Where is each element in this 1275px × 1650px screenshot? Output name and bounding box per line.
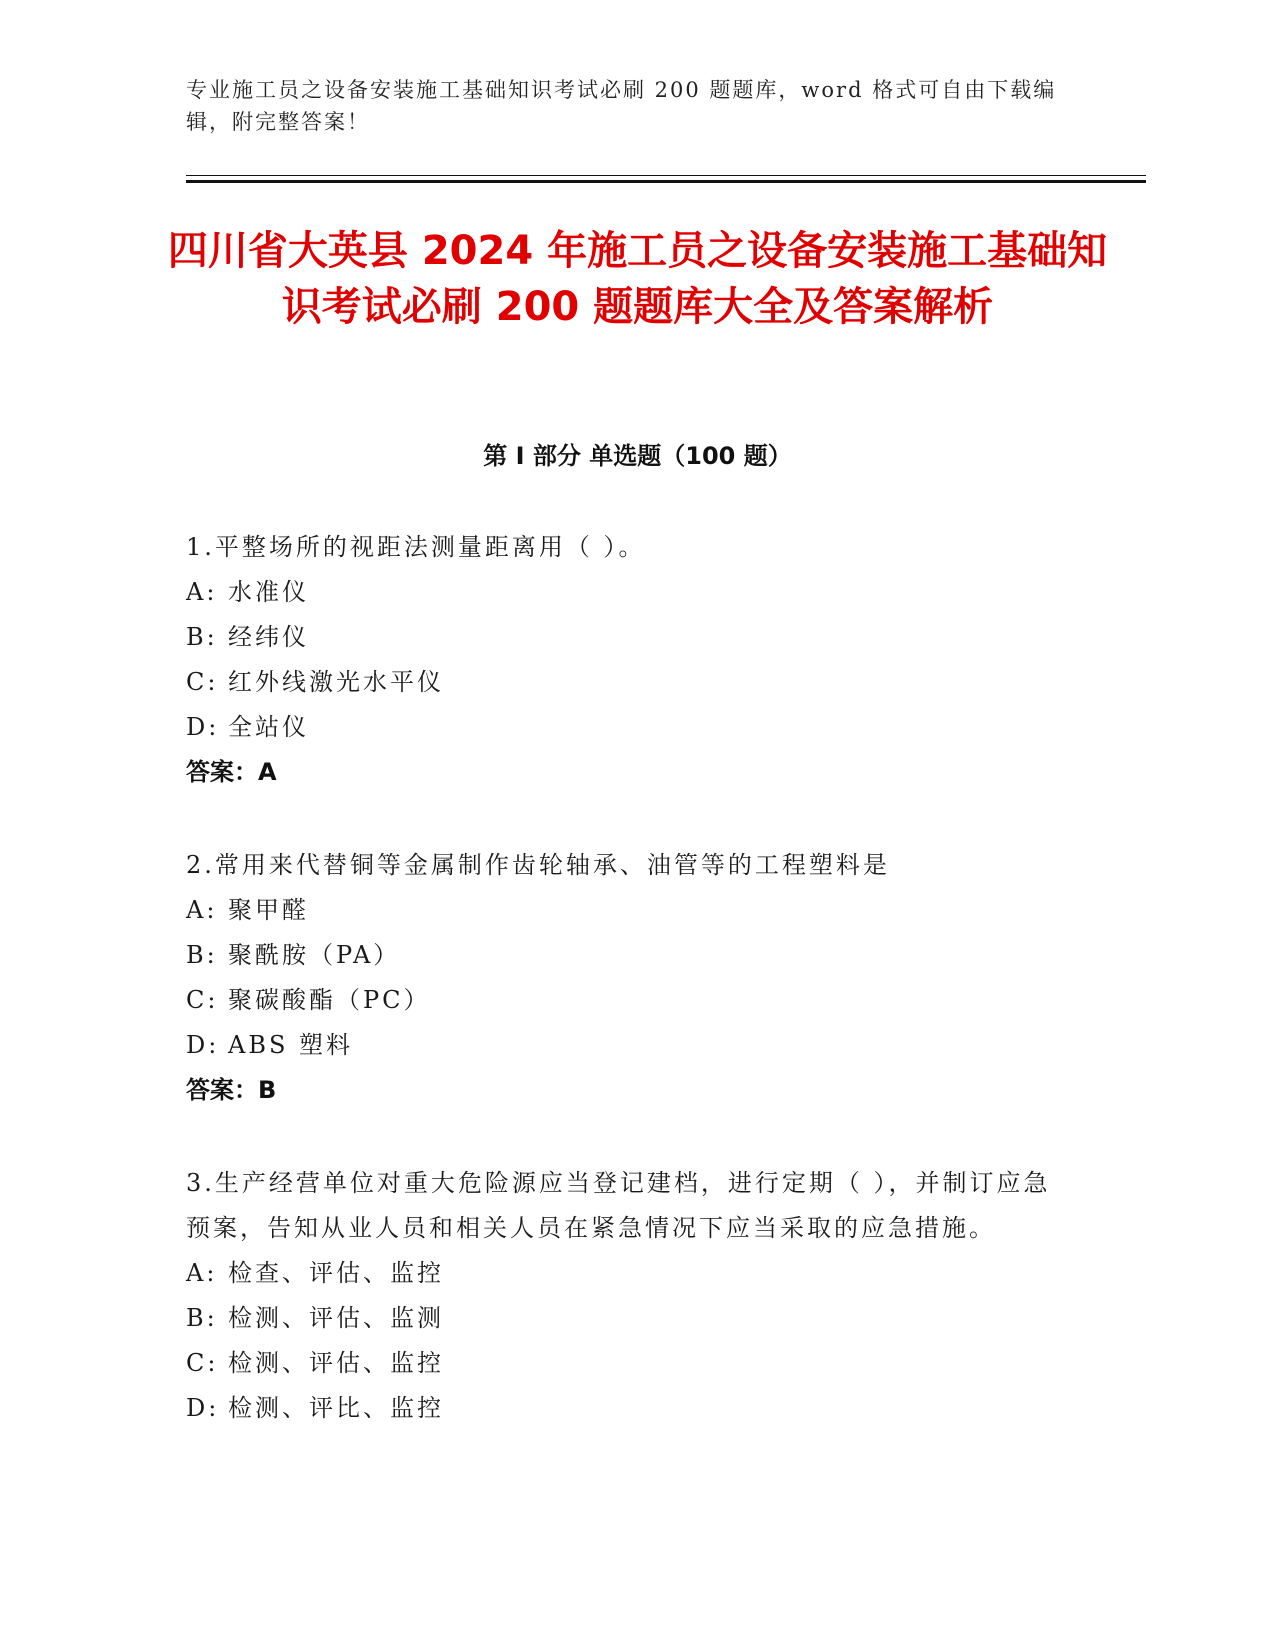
section-title: 第 I 部分 单选题（100 题） [483,442,792,470]
option-text: 检测、评比、监控 [228,1394,444,1422]
question-stem: 3.生产经营单位对重大危险源应当登记建档，进行定期（ ），并制订应急预案，告知从业人员和相关人员在紧急情况下应当采取的应急措施。 [186,1169,1051,1242]
question-stem: 1.平整场所的视距法测量距离用（ ）。 [186,533,646,561]
document-title: 四川省大英县 2024 年施工员之设备安装施工基础知识考试必刷 200 题题库大全及答案解析 [167,228,1108,330]
option-d [186,1023,1076,1068]
option-d [186,1386,1076,1431]
option-b [186,1296,1076,1341]
option-a [186,570,1076,615]
header-note: 专业施工员之设备安装施工基础知识考试必刷 200 题题库，word 格式可自由下载编辑，附完整答案！ [186,78,1057,134]
option-text: 水准仪 [228,578,309,606]
option-text: 检测、评估、监控 [228,1349,444,1377]
question-1 [186,525,1076,795]
option-letter: B: [186,1304,218,1332]
header-divider-thick [186,180,1146,183]
option-letter: D: [186,1031,220,1059]
question-3 [186,1161,1076,1431]
option-letter: B: [186,941,218,969]
option-c [186,1341,1076,1386]
option-b [186,933,1076,978]
option-letter: C: [186,986,219,1014]
question-stem: 2.常用来代替铜等金属制作齿轮轴承、油管等的工程塑料是 [186,851,890,879]
question-2 [186,843,1076,1113]
option-a [186,888,1076,933]
header-divider-thin [186,175,1146,176]
option-text: 聚酰胺（PA） [228,941,401,969]
option-a [186,1251,1076,1296]
option-text: 检测、评估、监测 [228,1304,444,1332]
option-text: 经纬仪 [228,623,309,651]
option-letter: B: [186,623,218,651]
option-c [186,978,1076,1023]
option-letter: C: [186,668,219,696]
option-letter: A: [186,1259,218,1287]
answer: 答案：B [186,1076,277,1104]
option-letter: D: [186,713,220,741]
option-text: 红外线激光水平仪 [228,668,444,696]
option-text: 全站仪 [228,713,309,741]
option-b [186,615,1076,660]
option-text: ABS 塑料 [228,1031,354,1059]
option-d [186,705,1076,750]
option-letter: A: [186,896,218,924]
option-text: 聚碳酸酯（PC） [228,986,431,1014]
option-letter: C: [186,1349,219,1377]
option-text: 检查、评估、监控 [228,1259,444,1287]
answer: 答案：A [186,758,277,786]
option-c [186,660,1076,705]
option-letter: A: [186,578,218,606]
option-text: 聚甲醛 [228,896,309,924]
option-letter: D: [186,1394,220,1422]
